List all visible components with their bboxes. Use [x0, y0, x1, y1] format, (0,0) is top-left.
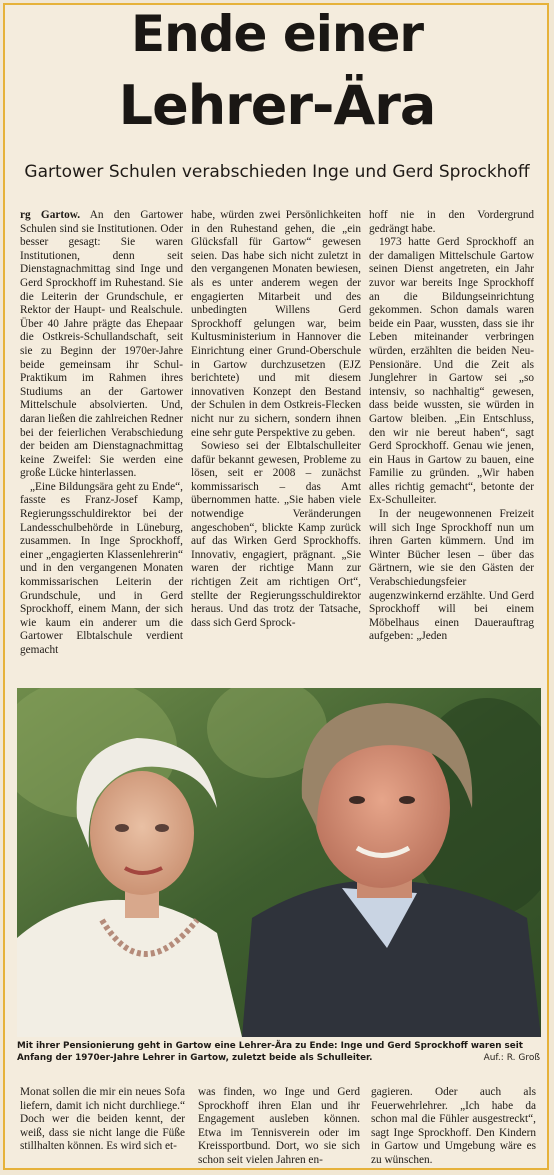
headline-line-1: Ende einer [130, 5, 424, 63]
paragraph: gagieren. Oder auch als Feuerwehrlehrer. „Ich habe da schon mal die Fühler ausgestreckt“, sagt Inge Sprockhoff. Den Kindern in Gartow und Umgebung wäre es zu wünschen. [371, 1086, 536, 1166]
article-column-1 [20, 209, 183, 687]
paragraph [20, 209, 183, 481]
paragraph-text: An den Gartower Schulen sind sie Institutionen. Oder besser gesagt: Sie waren Institutionen, denn seit Dienstagnachmittag sind Inge und Gerd Sprockhoff im Ruhestand. Sie die Leiterin der Grundschule, er Rektor der Haupt- und Realschule. Über 40 Jahre prägte das Ehepaar die Ostkreis-Schullandschaft, seit sie zu Beginn der 1970er-Jahre beide gemeinsam ihr Schul-Praktikum im Rahmen ihres Studiums an der Gartower Mittelschule absolvierten. Und, daran ließen die zahlreichen Redner bei der feierlichen Verabschiedung der beiden am Dienstagnachmittag keine Zweifel: Sie werden eine große Lücke hinterlassen. [20, 209, 183, 480]
paragraph: Monat sollen die mir ein neues Sofa liefern, damit ich nicht durchliege.“ Doch wer die beiden kennt, der weiß, dass sie nicht lange die Füße stillhalten können. Es wird sich et- [20, 1086, 185, 1153]
dateline: rg Gartow. [20, 209, 81, 221]
paragraph: In der neugewonnenen Freizeit will sich Inge Sprockhoff nun um ihren Garten kümmern. Und im Winter Bücher lesen – über das Gärtnern, wie sie den Gästen der Verabschiedungsfeier augenzwinkernd erzählte. Und Gerd Sprockhoff will bei einem Möbelhaus einen Dauerauftrag aufgeben: „Jeden [369, 508, 534, 643]
paragraph: hoff nie in den Vordergrund gedrängt habe. [369, 209, 534, 235]
paragraph: habe, würden zwei Persönlichkeiten in den Ruhestand gehen, die „ein Glücksfall für Gartow“ gewesen seien. Das habe sich nicht zuletzt in den vergangenen Monaten bewiesen, als es unter anderem wegen der engagierten Mitarbeit und des unbedingten Willens Gerd Sprockhoff gelungen war, beim Kultusministerium in Hannover die Einrichtung einer Grund-Oberschule in Gartow durchzusetzen (EJZ berichtete) und mit diesem innovativen Konzept den Bestand der Schulen in dem Ostkreis-Flecken nicht nur zu sichern, sondern ihnen eine sehr gute Perspektive zu geben. [191, 209, 361, 439]
paragraph: Sowieso sei der Elbtalschulleiter dafür bekannt gewesen, Probleme zu lösen, seit er 2008 – zunächst kommissarisch – das Amt übernommen hatte. „Sie haben viele notwendige Veränderungen angeschoben“, blickte Kamp zurück auf das Wirken Gerd Sprockhoffs. Innovativ, engagiert, prägnant. „Sie waren der richtige Mann zur richtigen Zeit am richtigen Ort“, stellte der Regierungsschuldirektor heraus. Und das trotz der Tatsache, dass sich Gerd Sprock- [191, 440, 361, 629]
photo-credit: Auf.: R. Groß [483, 1053, 540, 1063]
bottom-column-2 [198, 1086, 360, 1166]
paragraph: „Eine Bildungsära geht zu Ende“, fasste es Franz-Josef Kamp, Regierungsschuldirektor bei der Landesschulbehörde in Lüneburg, zusammen. In Inge Sprockhoff, einer „engagierten Klassenlehrerin“ und in den vergangenen Monaten kommissarischen Leiterin der Grundschule, und in Gerd Sprockhoff, einem Mann, der sich wie kaum ein anderer um die Gartower Elbtalschule verdient gemacht [20, 480, 183, 656]
photo-caption: Mit ihrer Pensionierung geht in Gartow eine Lehrer-Ära zu Ende: Inge und Gerd Sprockhoff waren seit Anfang der 1970er-Jahre Lehrer in Gartow, zuletzt beide als Schulleiter. [17, 1041, 523, 1063]
couple-photo [17, 688, 541, 1037]
subtitle: Gartower Schulen verabschieden Inge und Gerd Sprockhoff [24, 162, 530, 182]
paragraph: 1973 hatte Gerd Sprockhoff an der damaligen Mittelschule Gartow seinen Dienst angetreten, ein Jahr zuvor war bereits Inge Sprockhoff an die Bildungseinrichtung gekommen. Schon damals waren beide ein Paar, wussten, dass sie ihr Leben miteinander verbringen würden, erzählten die beiden Neu-Pensionäre. Und die Zeit als Junglehrer in Gartow sei „so intensiv, so nachhaltig“ gewesen, dass beide wussten, sie würden in Gartow bleiben. „Ein Entschluss, den wir nie bereut haben“, sagt Gerd Sprockhoff. Genau wie jenen, ein Haus in Gartow zu bauen, eine Familie zu gründen. „Wir haben alles richtig gemacht“, betonte der Ex-Schulleiter. [369, 236, 534, 507]
article-column-2 [191, 209, 361, 687]
paragraph: was finden, wo Inge und Gerd Sprockhoff ihren Elan und ihr Engagement ausleben können. Etwa im Tennisverein oder im Kreissportbund. Dort, wo sie sich schon seit vielen Jahren en- [198, 1086, 360, 1166]
photo-illustration [17, 688, 541, 1037]
bottom-column-1 [20, 1086, 185, 1166]
headline-line-2: Lehrer-Ära [118, 74, 436, 137]
bottom-column-3 [371, 1086, 536, 1166]
article-column-3 [369, 209, 534, 687]
